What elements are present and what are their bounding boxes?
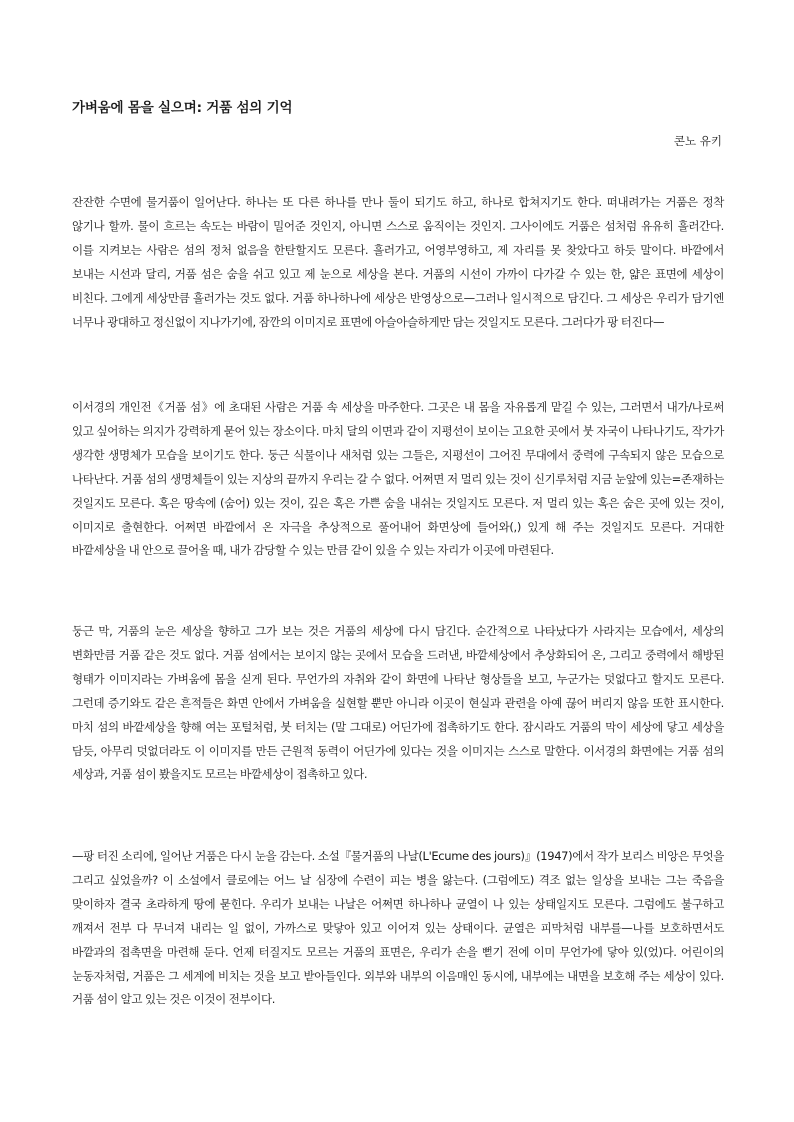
paragraph-3: 둥근 막, 거품의 눈은 세상을 향하고 그가 보는 것은 거품의 세상에 다시 담긴다. 순간적으로 나타났다가 사라지는 모습에서, 세상의 변화만큼 거품 같은 것도 없다. 거품 섬에서는 보이지 않는 곳에서 모습을 드러낸, 바깥세상에서 추상화되어 온, 그리고 중력에서 해방된 형태가 이미지라는 가벼움에 몸을 싣게 된다. 무언가의 자취와 같이 화면에 나타난 형상들을 보고, 누군가는 덧없다고 할지도 모른다. 그런데 증기와도 같은 흔적들은 화면 안에서 가벼움을 실현할 뿐만 아니라 이곳이 현실과 관련을 아예 끊어 버리지 않음 또한 표시한다. 마치 섬의 바깥세상을 향해 여는 포털처럼, 붓 터치는 (말 그대로) 어딘가에 접촉하기도 한다. 잠시라도 거품의 막이 세상에 닿고 세상을 담듯, 아무리 덧없더라도 이 이미지를 만든 근원적 동력이 어딘가에 있다는 것을 이미지는 스스로 말한다. 이서경의 화면에는 거품 섬의 세상과, 거품 섬이 봤을지도 모르는 바깥세상이 접촉하고 있다. xyxy=(72,624,724,782)
author-name: 콘노 유키 xyxy=(673,134,722,148)
document-title: 가벼움에 몸을 실으며: 거품 섬의 기억 xyxy=(72,100,293,116)
paragraph-2: 이서경의 개인전《거품 섬》에 초대된 사람은 거품 속 세상을 마주한다. 그곳은 내 몸을 자유롭게 맡길 수 있는, 그러면서 내가/나로써 있고 싶어하는 의지가 강력하게 묻어 있는 장소이다. 마치 달의 이면과 같이 지평선이 보이는 고요한 곳에서 붓 자국이 나타나기도, 작가가 생각한 생명체가 모습을 보이기도 한다. 둥근 식물이나 새처럼 있는 그들은, 지평선이 그어진 무대에서 중력에 구속되지 않은 모습으로 나타난다. 거품 섬의 생명체들이 있는 지상의 끝까지 우리는 갈 수 없다. 어쩌면 저 멀리 있는 것이 신기루처럼 지금 눈앞에 있는=존재하는 것일지도 모른다. 혹은 땅속에 (숨어) 있는 것이, 깊은 혹은 가쁜 숨을 내쉬는 것일지도 모른다. 저 멀리 있는 혹은 숨은 곳에 있는 것이, 이미지로 출현한다. 어쩌면 바깥에서 온 자극을 추상적으로 풀어내어 화면상에 들어와(,) 있게 해 주는 것일지도 모른다. 거대한 바깥세상을 내 안으로 끌어올 때, 내가 감당할 수 있는 만큼 같이 있을 수 있는 자리가 이곳에 마련된다. xyxy=(72,400,724,558)
paragraph-1: 잔잔한 수면에 물거품이 일어난다. 하나는 또 다른 하나를 만나 둘이 되기도 하고, 하나로 합쳐지기도 한다. 떠내려가는 거품은 정착 않기나 할까. 물이 흐르는 속도는 바람이 밀어준 것인지, 아니면 스스로 움직이는 것인지. 그사이에도 거품은 섬처럼 유유히 흘러간다. 이를 지켜보는 사람은 섬의 정처 없음을 한탄할지도 모른다. 흘러가고, 어영부영하고, 제 자리를 못 찾았다고 하듯 말이다. 바깥에서 보내는 시선과 달리, 거품 섬은 숨을 쉬고 있고 제 눈으로 세상을 본다. 거품의 시선이 가까이 다가갈 수 있는 한, 얇은 표면에 세상이 비친다. 그에게 세상만큼 흘러가는 것도 없다. 거품 하나하나에 세상은 반영상으로—그러나 일시적으로 담긴다. 그 세상은 우리가 담기엔 너무나 광대하고 정신없이 지나가기에, 잠깐의 이미지로 표면에 아슬아슬하게만 담는 것일지도 모른다. 그러다가 팡 터진다— xyxy=(72,195,724,329)
paragraph-4: —팡 터진 소리에, 일어난 거품은 다시 눈을 감는다. 소설『물거품의 나날(L'Ecume des jours)』(1947)에서 작가 보리스 비앙은 무엇을 그리고 싶었을까? 이 소설에서 클로에는 어느 날 심장에 수련이 피는 병을 앓는다. (그럼에도) 격조 없는 일상을 보내는 그는 죽음을 맞이하자 결국 초라하게 땅에 묻힌다. 우리가 보내는 나날은 어쩌면 하나하나 균열이 나 있는 상태일지도 모른다. 그럼에도 불구하고 깨져서 전부 다 무너져 내리는 일 없이, 가까스로 맞닿아 있고 이어져 있는 상태이다. 균열은 피막처럼 내부를—나를 보호하면서도 바깥과의 접촉면을 마련해 둔다. 언제 터질지도 모르는 거품의 표면은, 우리가 손을 뻗기 전에 이미 무언가에 닿아 있(었)다. 어린이의 눈동자처럼, 거품은 그 세계에 비치는 것을 보고 받아들인다. 외부와 내부의 이음매인 동시에, 내부에는 내면을 보호해 주는 세상이 있다. 거품 섬이 알고 있는 것은 이것이 전부이다. xyxy=(72,849,724,1007)
